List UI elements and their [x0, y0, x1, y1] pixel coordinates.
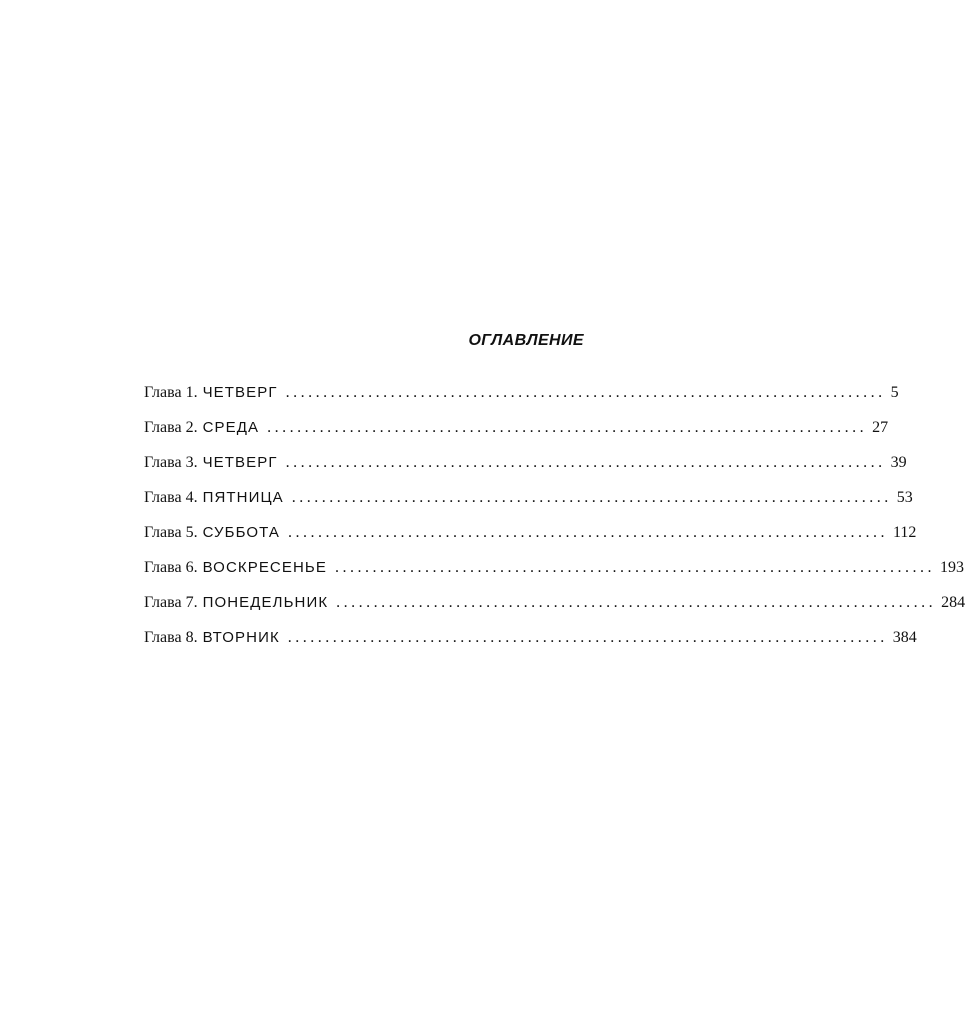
toc-chapter-label: Глава 7. [144, 594, 198, 611]
toc-page-number: 384 [892, 629, 917, 646]
toc-entry [144, 524, 917, 559]
toc-chapter-title: ЧЕТВЕРГ [202, 454, 278, 471]
toc-dot-leader: ................................................................................ [288, 524, 888, 541]
toc-page-number: 27 [872, 419, 889, 436]
toc-page-number: 53 [896, 489, 913, 506]
toc-dot-leader: ................................................................................ [334, 559, 935, 576]
toc-chapter-label: Глава 4. [144, 489, 198, 506]
toc-title: ОГЛАВЛЕНИЕ [468, 332, 584, 349]
toc-list [144, 384, 965, 664]
toc-page-number: 39 [890, 454, 907, 471]
toc-chapter-title: СУББОТА [202, 524, 280, 541]
toc-entry [144, 629, 917, 664]
toc-chapter-title: ВОСКРЕСЕНЬЕ [202, 559, 327, 576]
toc-chapter-label: Глава 5. [144, 524, 198, 541]
toc-chapter-title: ЧЕТВЕРГ [202, 384, 278, 401]
toc-page-number: 112 [893, 524, 917, 541]
toc-dot-leader: ................................................................................ [336, 594, 937, 611]
toc-entry [144, 559, 964, 594]
toc-page-number: 193 [939, 559, 964, 576]
toc-dot-leader: ................................................................................ [291, 489, 892, 506]
toc-chapter-label: Глава 3. [144, 454, 198, 471]
toc-chapter-label: Глава 1. [144, 384, 198, 401]
toc-entry [144, 594, 965, 629]
toc-entry [144, 454, 907, 489]
toc-chapter-title: ПЯТНИЦА [202, 489, 284, 506]
toc-chapter-title: СРЕДА [202, 419, 260, 436]
toc-chapter-title: ПОНЕДЕЛЬНИК [202, 594, 329, 611]
toc-entry [144, 419, 889, 454]
toc-dot-leader: ................................................................................ [285, 384, 886, 401]
toc-page-number: 5 [890, 384, 899, 401]
toc-entry [144, 489, 913, 524]
toc-entry [144, 384, 899, 419]
toc-dot-leader: ................................................................................ [267, 419, 868, 436]
toc-chapter-label: Глава 2. [144, 419, 198, 436]
toc-chapter-label: Глава 6. [144, 559, 198, 576]
toc-dot-leader: ................................................................................ [285, 454, 886, 471]
toc-dot-leader: ................................................................................ [287, 629, 888, 646]
toc-chapter-title: ВТОРНИК [202, 629, 280, 646]
toc-chapter-label: Глава 8. [144, 629, 198, 646]
toc-page-number: 284 [941, 594, 965, 611]
